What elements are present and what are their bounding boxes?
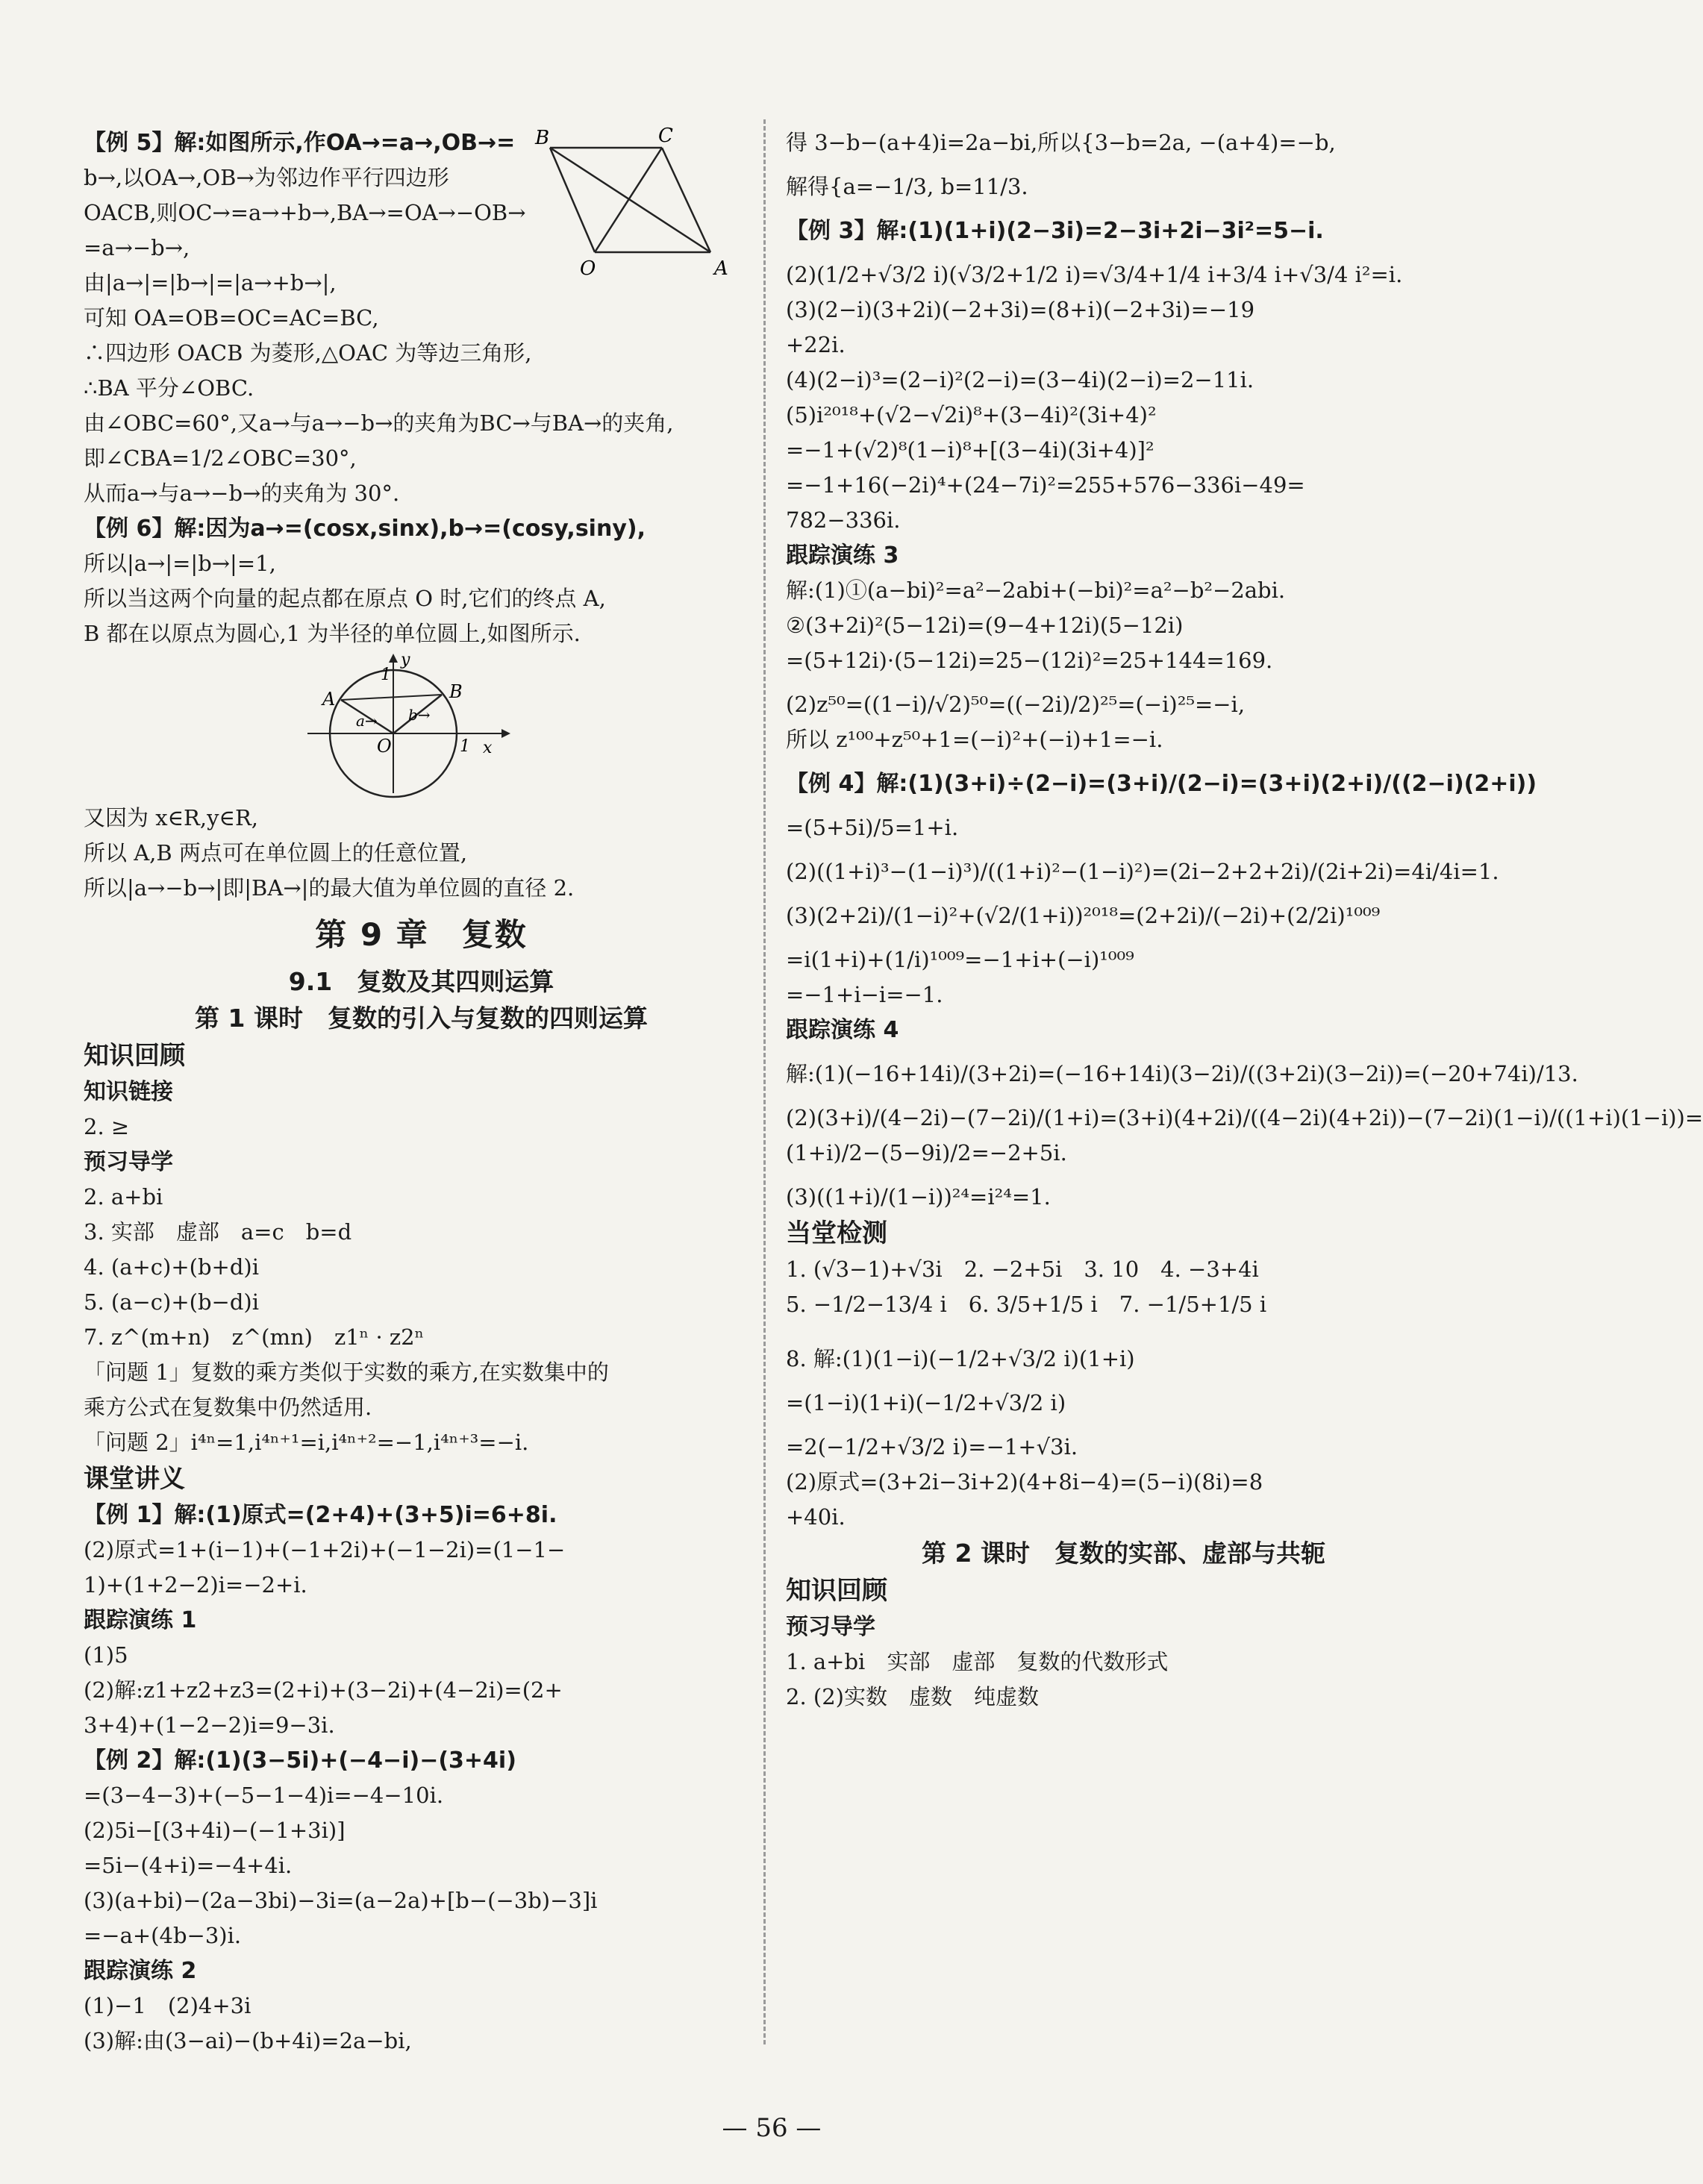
line: ②(3+2i)²(5−12i)=(9−4+12i)(5−12i) — [786, 613, 1184, 638]
subheading: 预习导学 — [786, 1614, 875, 1640]
section-title: 9.1 复数及其四则运算 — [288, 967, 554, 996]
line: 由∠OBC=60°,又a→与a→−b→的夹角为BC→与BA→的夹角, — [84, 410, 674, 436]
line: =a→−b→, — [84, 235, 190, 260]
line: 「问题 2」i⁴ⁿ=1,i⁴ⁿ⁺¹=i,i⁴ⁿ⁺²=−1,i⁴ⁿ⁺³=−i. — [84, 1430, 529, 1455]
line: 3. 实部 虚部 a=c b=d — [84, 1219, 352, 1245]
line: 所以|a→−b→|即|BA→|的最大值为单位圆的直径 2. — [84, 875, 575, 901]
line: 【例 3】解:(1)(1+i)(2−3i)=2−3i+2i−3i²=5−i. — [786, 218, 1324, 244]
line: 2. a+bi — [84, 1184, 163, 1210]
line: =(5+12i)·(5−12i)=25−(12i)²=25+144=169. — [786, 648, 1273, 673]
line: 1. (√3−1)+√3i 2. −2+5i 3. 10 4. −3+4i — [786, 1257, 1259, 1282]
line: 1. a+bi 实部 虚部 复数的代数形式 — [786, 1649, 1169, 1674]
line: (2)原式=(3+2i−3i+2)(4+8i−4)=(5−i)(8i)=8 — [786, 1469, 1263, 1495]
line: 即∠CBA=1/2∠OBC=30°, — [84, 445, 357, 471]
unit-circle-figure — [300, 651, 516, 801]
line: (5)i²⁰¹⁸+(√2−√2i)⁸+(3−4i)²(3i+4)² — [786, 402, 1157, 428]
line: 得 3−b−(a+4)i=2a−bi,所以{3−b=2a, −(a+4)=−b, — [786, 130, 1336, 155]
subheading: 跟踪演练 4 — [786, 1017, 899, 1043]
lesson-title: 第 2 课时 复数的实部、虚部与共轭 — [922, 1539, 1325, 1568]
line: (2)解:z1+z2+z3=(2+i)+(3−2i)+(4−2i)=(2+ — [84, 1677, 563, 1703]
line: 8. 解:(1)(1−i)(−1/2+√3/2 i)(1+i) — [786, 1346, 1135, 1371]
line: (3)(a+bi)−(2a−3bi)−3i=(a−2a)+[b−(−3b)−3]i — [84, 1888, 598, 1913]
label-1y: 1 — [381, 666, 391, 684]
line: =−1+i−i=−1. — [786, 982, 943, 1007]
label-b-point: B — [449, 681, 463, 702]
line: 所以 z¹⁰⁰+z⁵⁰+1=(−i)²+(−i)+1=−i. — [786, 727, 1163, 752]
right-column — [786, 125, 1703, 1715]
line: 由|a→|=|b→|=|a→+b→|, — [84, 270, 337, 295]
label-vec-a: a→ — [356, 712, 378, 730]
line: (2)(1/2+√3/2 i)(√3/2+1/2 i)=√3/4+1/4 i+3/4 i+√3/4 i²=i. — [786, 262, 1403, 287]
line: B 都在以原点为圆心,1 为半径的单位圆上,如图所示. — [84, 621, 581, 646]
subheading: 预习导学 — [84, 1149, 173, 1175]
line: (4)(2−i)³=(2−i)²(2−i)=(3−4i)(2−i)=2−11i. — [786, 367, 1254, 392]
line: 7. z^(m+n) z^(mn) z1ⁿ · z2ⁿ — [84, 1324, 425, 1350]
line: 解得{a=−1/3, b=11/3. — [786, 174, 1028, 199]
line: =−a+(4b−3)i. — [84, 1923, 242, 1948]
line: b→,以OA→,OB→为邻边作平行四边形 — [84, 165, 449, 190]
line: +40i. — [786, 1504, 846, 1530]
column-divider — [763, 119, 766, 2044]
label-a: A — [714, 257, 728, 280]
label-o: O — [580, 257, 596, 280]
label-a-point: A — [322, 689, 336, 710]
line: 【例 2】解:(1)(3−5i)+(−4−i)−(3+4i) — [84, 1747, 516, 1774]
line: 乘方公式在复数集中仍然适用. — [84, 1395, 372, 1420]
line: (2)原式=1+(i−1)+(−1+2i)+(−1−2i)=(1−1− — [84, 1537, 566, 1562]
line: 【例 4】解:(1)(3+i)÷(2−i)=(3+i)/(2−i)=(3+i)(2+i)/((2−i)(2+i)) — [786, 771, 1537, 797]
line: =5i−(4+i)=−4+4i. — [84, 1853, 293, 1878]
line: 所以 A,B 两点可在单位圆上的任意位置, — [84, 840, 468, 866]
line: (2)((1+i)³−(1−i)³)/((1+i)²−(1−i)²)=(2i−2+2+2i)/(2i+2i)=4i/4i=1. — [786, 859, 1499, 884]
line: =−1+(√2)⁸(1−i)⁸+[(3−4i)(3i+4)]² — [786, 437, 1154, 463]
line: 3+4)+(1−2−2)i=9−3i. — [84, 1712, 335, 1738]
label-c: C — [658, 125, 673, 147]
label-vec-b: b→ — [408, 706, 431, 724]
page-number: — 56 — — [722, 2113, 822, 2143]
line: 【例 1】解:(1)原式=(2+4)+(3+5)i=6+8i. — [84, 1502, 557, 1528]
subheading: 跟踪演练 2 — [84, 1958, 197, 1984]
line: (1)−1 (2)4+3i — [84, 1993, 251, 2018]
line: 【例 6】解:因为a→=(cosx,sinx),b→=(cosy,siny), — [84, 516, 646, 542]
line: (3)解:由(3−ai)−(b+4i)=2a−bi, — [84, 2028, 412, 2053]
line: 782−336i. — [786, 507, 901, 533]
line: 又因为 x∈R,y∈R, — [84, 805, 258, 830]
line: =2(−1/2+√3/2 i)=−1+√3i. — [786, 1434, 1078, 1459]
subheading: 跟踪演练 3 — [786, 542, 899, 569]
line: 解:(1)(−16+14i)/(3+2i)=(−16+14i)(3−2i)/((3+2i)(3−2i))=(−20+74i)/13. — [786, 1061, 1578, 1086]
chapter-title: 第 9 章 复数 — [315, 916, 528, 953]
label-x: x — [483, 739, 493, 757]
line: 所以当这两个向量的起点都在原点 O 时,它们的终点 A, — [84, 586, 606, 611]
heading: 当堂检测 — [786, 1218, 887, 1248]
line: 从而a→与a→−b→的夹角为 30°. — [84, 481, 400, 506]
left-column — [84, 125, 759, 2059]
line: 5. (a−c)+(b−d)i — [84, 1289, 259, 1315]
line: 【例 5】解:如图所示,作OA→=a→,OB→= — [84, 130, 516, 156]
label-1x: 1 — [460, 737, 470, 756]
line: (1+i)/2−(5−9i)/2=−2+5i. — [786, 1140, 1067, 1165]
line: ∴四边形 OACB 为菱形,△OAC 为等边三角形, — [84, 340, 532, 366]
line: 5. −1/2−13/4 i 6. 3/5+1/5 i 7. −1/5+1/5 i — [786, 1292, 1267, 1317]
line: =i(1+i)+(1/i)¹⁰⁰⁹=−1+i+(−i)¹⁰⁰⁹ — [786, 947, 1134, 972]
line: 4. (a+c)+(b+d)i — [84, 1254, 259, 1280]
line: OACB,则OC→=a→+b→,BA→=OA→−OB→ — [84, 200, 526, 225]
heading: 知识回顾 — [84, 1041, 185, 1071]
label-b: B — [535, 127, 550, 149]
line: 所以|a→|=|b→|=1, — [84, 551, 276, 576]
line: =(1−i)(1+i)(−1/2+√3/2 i) — [786, 1390, 1066, 1415]
line: 「问题 1」复数的乘方类似于实数的乘方,在实数集中的 — [84, 1359, 609, 1385]
line: 2. ≥ — [84, 1114, 130, 1139]
line: (3)(2+2i)/(1−i)²+(√2/(1+i))²⁰¹⁸=(2+2i)/(−2i)+(2/2i)¹⁰⁰⁹ — [786, 903, 1381, 928]
label-y: y — [401, 651, 410, 669]
lesson-title: 第 1 课时 复数的引入与复数的四则运算 — [195, 1004, 648, 1033]
line: ∴BA 平分∠OBC. — [84, 375, 254, 401]
heading: 课堂讲义 — [84, 1464, 185, 1494]
subheading: 知识链接 — [84, 1079, 173, 1105]
subheading: 跟踪演练 1 — [84, 1607, 197, 1633]
label-o: O — [377, 736, 392, 757]
line: (2)z⁵⁰=((1−i)/√2)⁵⁰=((−2i)/2)²⁵=(−i)²⁵=−i, — [786, 692, 1246, 717]
line: 可知 OA=OB=OC=AC=BC, — [84, 305, 379, 331]
line: (3)(2−i)(3+2i)(−2+3i)=(8+i)(−2+3i)=−19 — [786, 297, 1255, 322]
line: 1)+(1+2−2)i=−2+i. — [84, 1572, 307, 1598]
line: =−1+16(−2i)⁴+(24−7i)²=255+576−336i−49= — [786, 472, 1305, 498]
line: =(5+5i)/5=1+i. — [786, 815, 959, 840]
line: +22i. — [786, 332, 846, 357]
line: (2)5i−[(3+4i)−(−1+3i)] — [84, 1818, 346, 1843]
line: (1)5 — [84, 1642, 128, 1668]
line: (3)((1+i)/(1−i))²⁴=i²⁴=1. — [786, 1184, 1051, 1210]
line: 2. (2)实数 虚数 纯虚数 — [786, 1684, 1039, 1709]
line: (2)(3+i)/(4−2i)−(7−2i)/(1+i)=(3+i)(4+2i)/((4−2i)(4+2i))−(7−2i)(1−i)/((1+i)(1−i))= — [786, 1105, 1703, 1130]
line: =(3−4−3)+(−5−1−4)i=−4−10i. — [84, 1783, 444, 1808]
line: 解:(1)①(a−bi)²=a²−2abi+(−bi)²=a²−b²−2abi. — [786, 578, 1286, 603]
heading: 知识回顾 — [786, 1576, 887, 1606]
